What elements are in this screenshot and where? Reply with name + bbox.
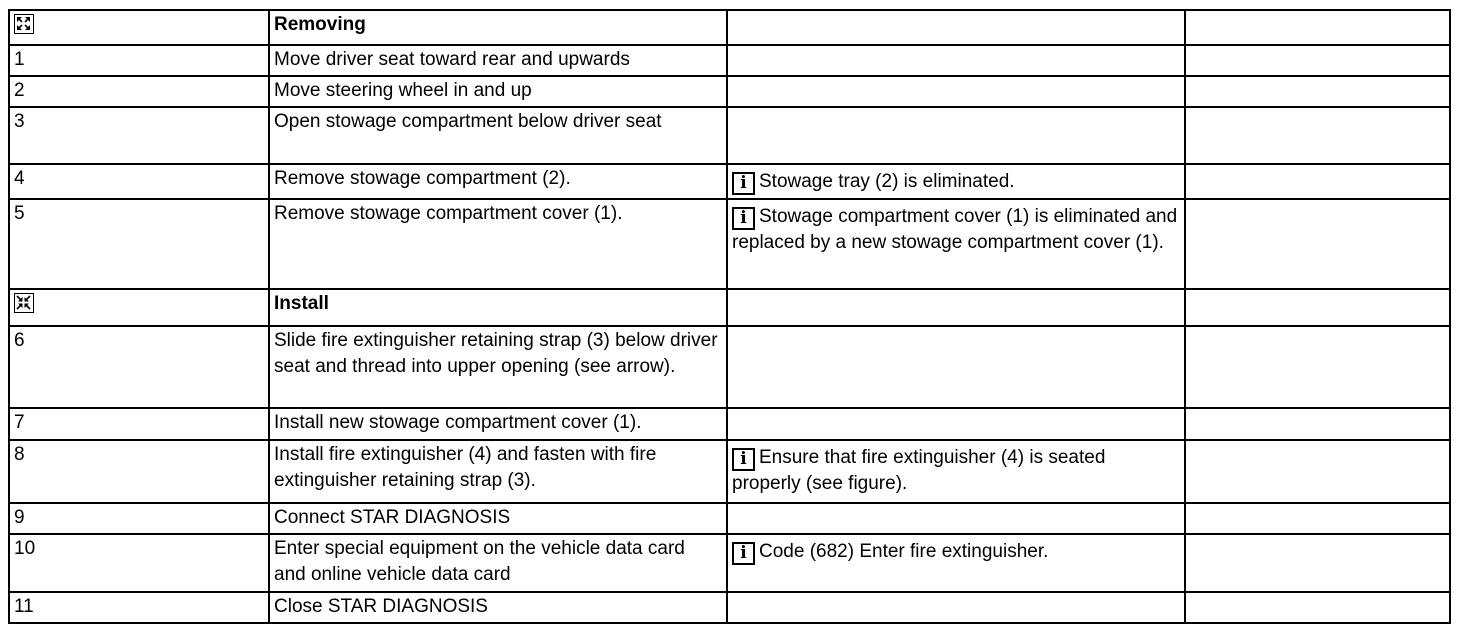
empty-cell <box>1185 199 1450 289</box>
info-icon: i <box>732 448 755 471</box>
section-icon-cell <box>9 289 269 326</box>
table-row <box>9 534 1450 592</box>
section-title: Removing <box>274 14 366 35</box>
info-icon: i <box>732 172 755 195</box>
empty-cell <box>1185 289 1450 326</box>
step-number: 4 <box>9 164 269 199</box>
note-cell <box>727 164 1185 199</box>
table-row <box>9 440 1450 503</box>
empty-cell <box>1185 10 1450 45</box>
section-row <box>9 10 1450 45</box>
section-title: Install <box>274 293 329 314</box>
step-number: 6 <box>9 326 269 408</box>
empty-cell <box>1185 45 1450 76</box>
empty-cell <box>1185 408 1450 440</box>
step-number: 3 <box>9 107 269 164</box>
section-title-cell <box>269 10 727 45</box>
empty-cell <box>1185 534 1450 592</box>
note-cell <box>727 503 1185 534</box>
table-row <box>9 76 1450 107</box>
step-number: 2 <box>9 76 269 107</box>
step-number: 8 <box>9 440 269 503</box>
step-instruction: Enter special equipment on the vehicle data card and online vehicle data card <box>269 534 727 592</box>
step-number: 1 <box>9 45 269 76</box>
note-cell <box>727 408 1185 440</box>
note-cell <box>727 289 1185 326</box>
table-row <box>9 107 1450 164</box>
expand-arrows-icon <box>14 14 34 34</box>
step-number: 9 <box>9 503 269 534</box>
step-number: 7 <box>9 408 269 440</box>
table-row <box>9 408 1450 440</box>
step-number: 11 <box>9 592 269 623</box>
procedure-table-body <box>9 10 1450 623</box>
note-cell <box>727 199 1185 289</box>
note-text: Stowage tray (2) is eliminated. <box>759 171 1015 192</box>
empty-cell <box>1185 440 1450 503</box>
collapse-arrows-icon <box>14 293 34 313</box>
note-cell <box>727 10 1185 45</box>
note-cell <box>727 326 1185 408</box>
note-text: Stowage compartment cover (1) is eliminated and replaced by a new stowage compartment cover (1). <box>732 206 1178 253</box>
info-icon: i <box>732 542 755 565</box>
note-cell <box>727 440 1185 503</box>
note-text: Code (682) Enter fire extinguisher. <box>759 541 1049 562</box>
step-instruction: Open stowage compartment below driver seat <box>269 107 727 164</box>
step-instruction: Move steering wheel in and up <box>269 76 727 107</box>
step-instruction: Install new stowage compartment cover (1). <box>269 408 727 440</box>
step-instruction: Remove stowage compartment (2). <box>269 164 727 199</box>
note-cell <box>727 534 1185 592</box>
empty-cell <box>1185 592 1450 623</box>
table-row <box>9 326 1450 408</box>
note-text: Ensure that fire extinguisher (4) is seated properly (see figure). <box>732 447 1106 494</box>
info-icon: i <box>732 207 755 230</box>
step-instruction: Move driver seat toward rear and upwards <box>269 45 727 76</box>
empty-cell <box>1185 503 1450 534</box>
table-row <box>9 45 1450 76</box>
section-icon-cell <box>9 10 269 45</box>
table-row <box>9 164 1450 199</box>
step-instruction: Install fire extinguisher (4) and fasten with fire extinguisher retaining strap (3). <box>269 440 727 503</box>
table-row <box>9 199 1450 289</box>
table-row <box>9 503 1450 534</box>
empty-cell <box>1185 164 1450 199</box>
section-title-cell <box>269 289 727 326</box>
note-cell <box>727 45 1185 76</box>
note-cell <box>727 592 1185 623</box>
table-row <box>9 592 1450 623</box>
step-instruction: Connect STAR DIAGNOSIS <box>269 503 727 534</box>
empty-cell <box>1185 326 1450 408</box>
step-number: 10 <box>9 534 269 592</box>
step-instruction: Close STAR DIAGNOSIS <box>269 592 727 623</box>
step-instruction: Remove stowage compartment cover (1). <box>269 199 727 289</box>
note-cell <box>727 76 1185 107</box>
step-number: 5 <box>9 199 269 289</box>
empty-cell <box>1185 107 1450 164</box>
empty-cell <box>1185 76 1450 107</box>
step-instruction: Slide fire extinguisher retaining strap (3) below driver seat and thread into upper opening (see arrow). <box>269 326 727 408</box>
note-cell <box>727 107 1185 164</box>
section-row <box>9 289 1450 326</box>
procedure-table <box>8 9 1451 624</box>
